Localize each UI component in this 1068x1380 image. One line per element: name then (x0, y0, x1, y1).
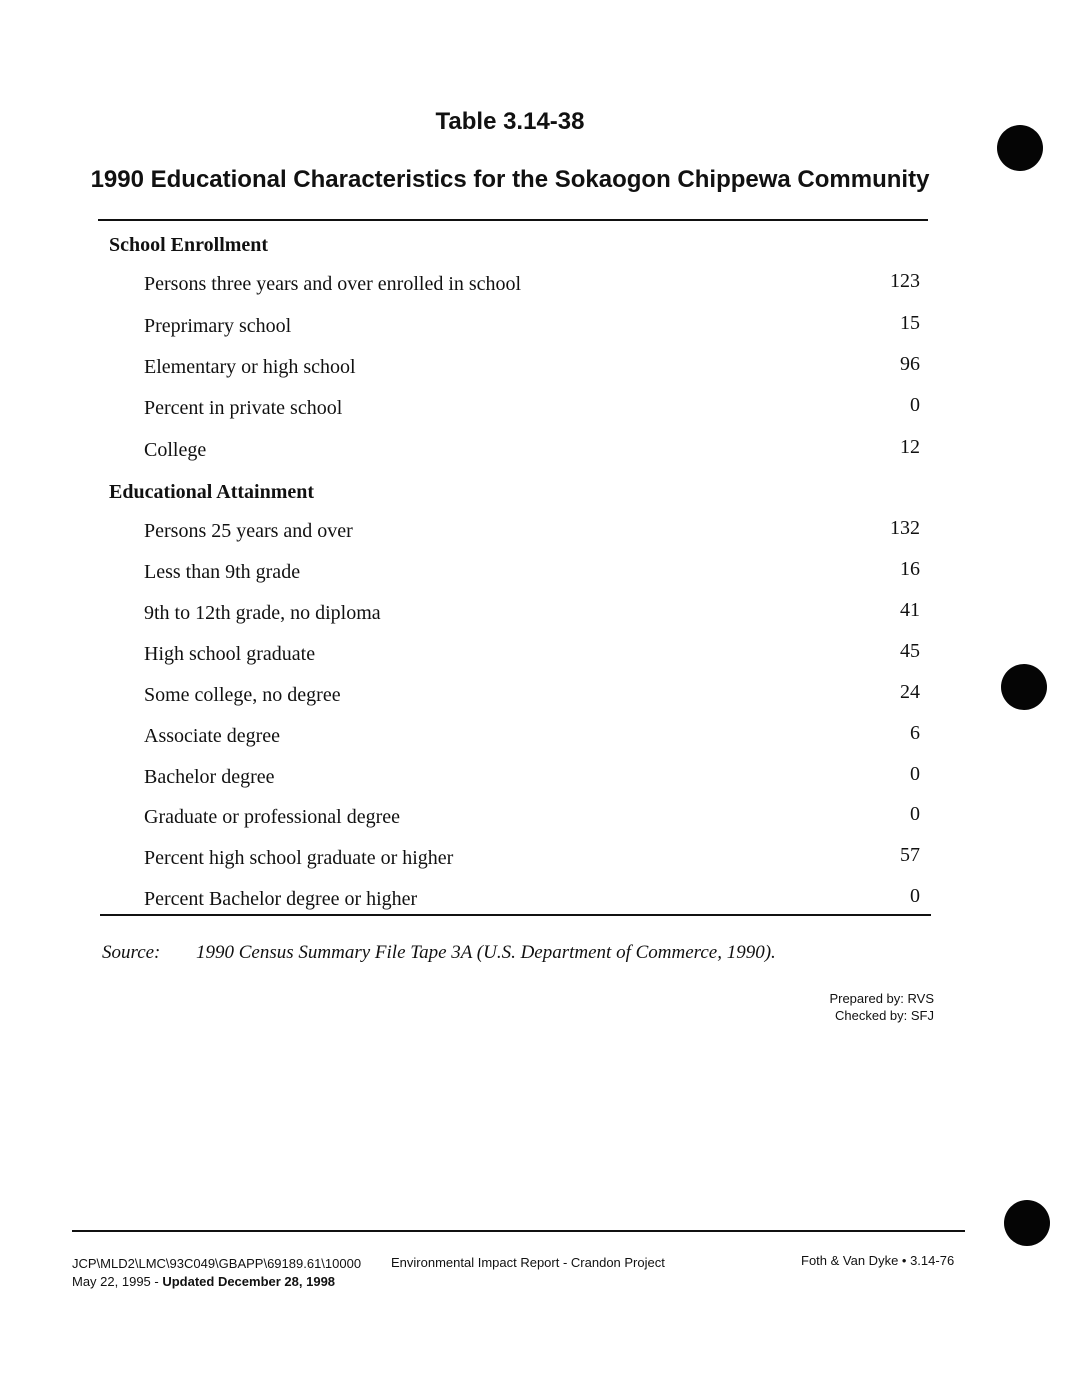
table-row (144, 394, 920, 427)
table-row (144, 270, 920, 303)
binder-hole-icon (1001, 664, 1047, 710)
binder-hole-icon (997, 125, 1043, 171)
section-heading-school-enrollment: School Enrollment (109, 234, 269, 256)
checked-by: Checked by: SFJ (835, 1008, 934, 1023)
table-row (144, 681, 920, 714)
footer-page-number: Foth & Van Dyke • 3.14-76 (801, 1253, 955, 1268)
preparer-block (829, 990, 934, 1024)
table-number: Table 3.14-38 (435, 108, 585, 135)
table-title: 1990 Educational Characteristics for the Sokaogon Chippewa Community (90, 166, 930, 193)
row-label: Percent Bachelor degree or higher (144, 888, 418, 910)
section-heading-educational-attainment: Educational Attainment (109, 481, 315, 503)
table-row (144, 844, 920, 877)
binder-hole-icon (1004, 1200, 1050, 1246)
row-value: 96 (900, 353, 920, 375)
row-value: 15 (900, 312, 920, 334)
row-label: Some college, no degree (144, 684, 341, 706)
table-row (144, 722, 920, 755)
source-citation: 1990 Census Summary File Tape 3A (U.S. Department of Commerce, 1990). (196, 942, 776, 963)
row-label: Persons three years and over enrolled in school (144, 273, 522, 295)
footer-report-title: Environmental Impact Report - Crandon Project (391, 1255, 665, 1270)
row-label: High school graduate (144, 643, 316, 665)
footer-date (72, 1274, 335, 1289)
table-row (144, 599, 920, 632)
prepared-by: Prepared by: RVS (829, 991, 934, 1006)
row-value: 0 (910, 763, 920, 785)
row-value: 0 (910, 885, 920, 907)
row-label: Percent high school graduate or higher (144, 847, 454, 869)
row-value: 41 (900, 599, 920, 621)
footer-updated-date: Updated December 28, 1998 (162, 1274, 336, 1289)
row-value: 24 (900, 681, 920, 703)
table-row (144, 517, 920, 550)
source-label: Source: (102, 942, 161, 963)
footer-rule (72, 1230, 965, 1232)
row-value: 0 (910, 803, 920, 825)
row-label: Graduate or professional degree (144, 806, 400, 828)
row-value: 45 (900, 640, 920, 662)
footer-original-date: May 22, 1995 - (72, 1274, 163, 1289)
row-value: 123 (890, 270, 920, 292)
table-row (144, 436, 920, 469)
table-row (144, 353, 920, 386)
row-value: 0 (910, 394, 920, 416)
footer-file-path: JCP\MLD2\LMC\93C049\GBAPP\69189.61\10000 (72, 1256, 362, 1271)
source-note (102, 942, 776, 964)
row-label: 9th to 12th grade, no diploma (144, 602, 381, 624)
row-value: 132 (890, 517, 920, 539)
row-label: College (144, 439, 207, 461)
row-label: Persons 25 years and over (144, 520, 353, 542)
table-row (144, 312, 920, 345)
bottom-rule (100, 914, 931, 916)
table-row (144, 640, 920, 673)
row-label: Less than 9th grade (144, 561, 301, 583)
row-label: Bachelor degree (144, 766, 275, 788)
row-value: 12 (900, 436, 920, 458)
row-value: 6 (910, 722, 920, 744)
row-label: Associate degree (144, 725, 281, 747)
table-row (144, 558, 920, 591)
row-label: Percent in private school (144, 397, 343, 419)
row-value: 57 (900, 844, 920, 866)
row-label: Preprimary school (144, 315, 292, 337)
row-label: Elementary or high school (144, 356, 356, 378)
table-row (144, 803, 920, 836)
top-rule (98, 219, 928, 221)
table-row (144, 763, 920, 796)
row-value: 16 (900, 558, 920, 580)
